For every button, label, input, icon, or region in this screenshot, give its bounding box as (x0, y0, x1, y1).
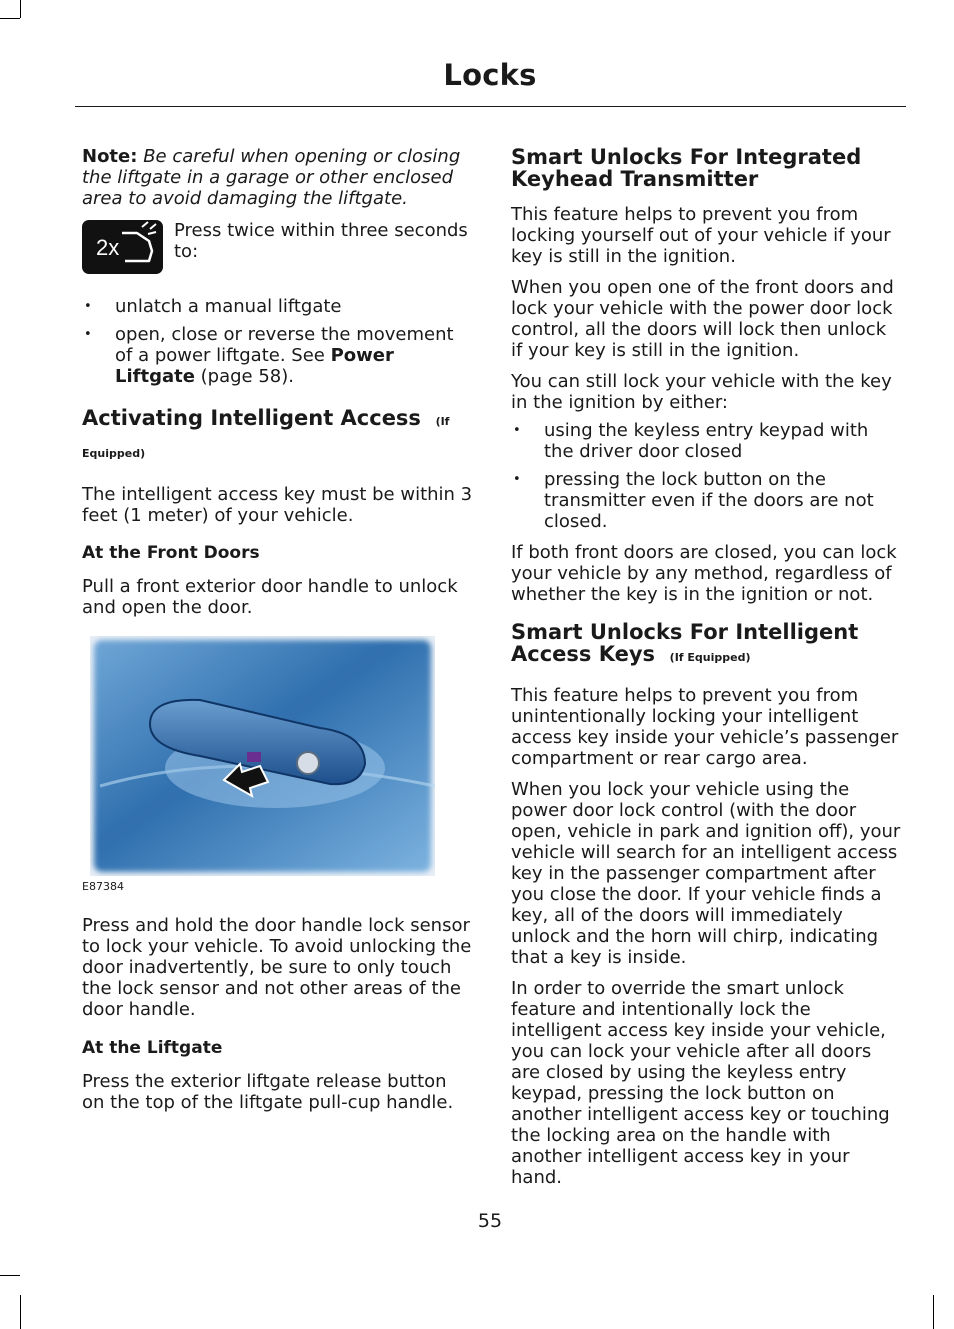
icon-2x-label: 2x (96, 235, 120, 260)
intelligent-access-heading (511, 621, 903, 669)
left-column (82, 146, 474, 1113)
double-press-row (82, 220, 474, 274)
door-handle-illustration (90, 636, 435, 876)
list-item: • unlatch a manual liftgate (82, 296, 474, 317)
list-item: • pressing the lock button on the transmitter even if the doors are not closed. (511, 469, 903, 532)
liftgate-bullet-list (82, 296, 474, 387)
if-equipped-note: (If Equipped) (82, 415, 450, 460)
ia-paragraph-3: In order to override the smart unlock feature and intentionally lock the intelligent access key inside your vehicle, you can lock your vehicle after all doors are closed by using the keyless entry keypad, pressing the lock button on another intelligent access key or touching the locking area on the handle with another intelligent access key in your hand. (511, 978, 890, 1188)
liftgate-paragraph: Press the exterior liftgate release button on the top of the liftgate pull-cup handle. (82, 1071, 454, 1113)
press-twice-text: Press twice within three seconds to: (174, 220, 468, 262)
crop-mark-bottom-left-h (0, 1275, 20, 1276)
crop-mark-top-left-h (0, 18, 20, 19)
activating-heading (82, 404, 474, 468)
liftgate-heading: At the Liftgate (82, 1038, 223, 1058)
figure-code: E87384 (82, 880, 124, 893)
page-reference: (page 58). (200, 366, 295, 387)
access-key-paragraph: The intelligent access key must be within 3 feet (1 meter) of your vehicle. (82, 484, 473, 526)
title-rule (75, 106, 906, 107)
list-item: • using the keyless entry keypad with the driver door closed (511, 420, 903, 462)
activating-heading-text: Activating Intelligent Access (82, 406, 421, 430)
front-doors-heading: At the Front Doors (82, 543, 260, 563)
page-number: 55 (477, 1210, 503, 1232)
if-equipped-note: (If Equipped) (669, 651, 751, 664)
hold-sensor-paragraph: Press and hold the door handle lock sensor to lock your vehicle. To avoid unlocking the door inadvertently, be sure to only touch the lock sensor and not other areas of the door handle. (82, 915, 472, 1020)
crop-mark-top-left (20, 0, 21, 18)
keyhead-bullet-list (511, 420, 903, 532)
right-column (511, 146, 903, 1188)
liftgate-double-press-icon (82, 220, 163, 274)
note-paragraph (82, 146, 474, 209)
note-text: Be careful when opening or closing the liftgate in a garage or other enclosed area to avoid damaging the liftgate. (82, 146, 461, 209)
note-label: Note: (82, 146, 138, 167)
ia-paragraph-1: This feature helps to prevent you from unintentionally locking your intelligent access key inside your vehicle’s passenger compartment or rear cargo area. (511, 685, 899, 769)
liftgate-icon (82, 220, 163, 274)
keyhead-paragraph-3: You can still lock your vehicle with the key in the ignition by either: (511, 371, 892, 413)
keyhead-heading: Smart Unlocks For Integrated Keyhead Transmitter (511, 145, 862, 191)
list-item (82, 324, 474, 387)
list-item-text: open, close or reverse the movement of a power liftgate. See (115, 324, 454, 366)
crop-mark-bottom-left (20, 1295, 21, 1329)
front-doors-paragraph: Pull a front exterior door handle to unlock and open the door. (82, 576, 458, 618)
door-handle-figure (90, 636, 435, 876)
keyhead-paragraph-2: When you open one of the front doors and lock your vehicle with the power door lock control, all the doors will lock then unlock if your key is still in the ignition. (511, 277, 894, 361)
keyhead-paragraph-1: This feature helps to prevent you from locking yourself out of your vehicle if your key is still in the ignition. (511, 204, 891, 267)
page-title: Locks (443, 58, 537, 92)
intelligent-access-heading-text: Smart Unlocks For Intelligent Access Keys (511, 620, 859, 666)
crop-mark-bottom-right (933, 1295, 934, 1329)
keyhead-paragraph-4: If both front doors are closed, you can lock your vehicle by any method, regardless of whether the key is in the ignition or not. (511, 542, 897, 605)
ia-paragraph-2: When you lock your vehicle using the power door lock control (with the door open, vehicle in park and ignition off), your vehicle will search for an intelligent access key in the passenger compartment after you close the door. If your vehicle finds a key, all of the doors will immediately unlock and the horn will chirp, indicating that a key is inside. (511, 779, 901, 968)
power-liftgate-link[interactable]: Power Liftgate (115, 345, 394, 387)
